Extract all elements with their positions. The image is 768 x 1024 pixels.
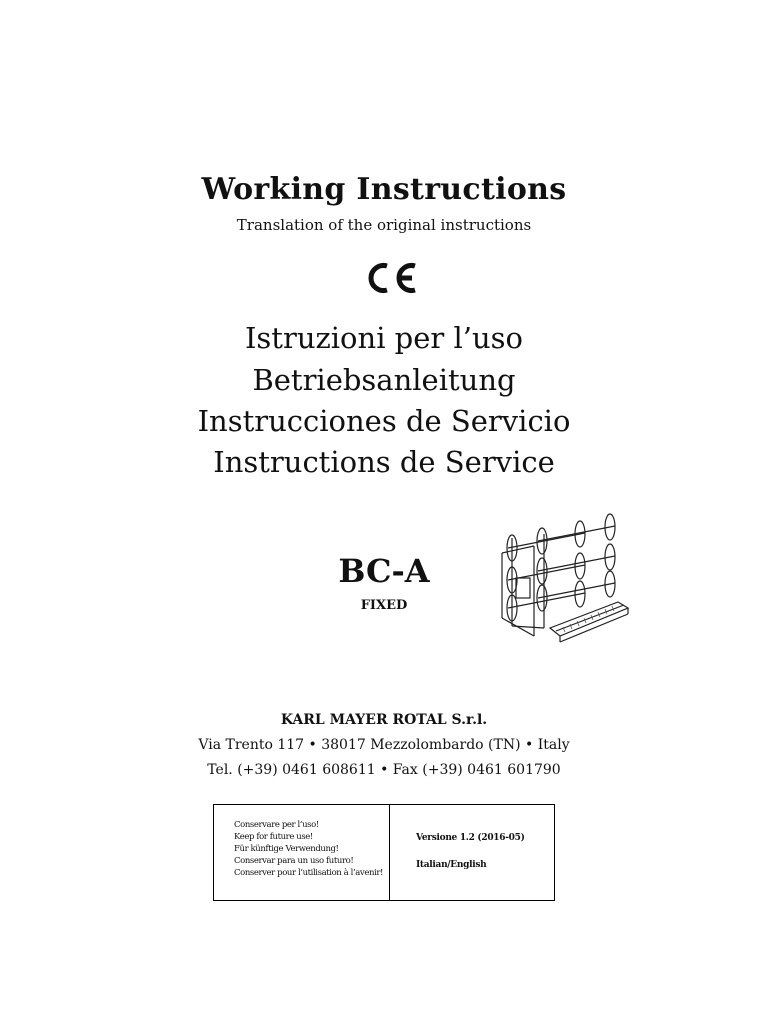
info-box [213, 804, 555, 901]
language-label: Italian/English [416, 860, 487, 870]
keep-note-german: Für künftige Verwendung! [234, 844, 339, 854]
creel-machine-illustration-icon [490, 508, 630, 656]
keep-notes [214, 805, 390, 900]
keep-note-french: Conserver pour l’utilisation à l’avenir! [234, 868, 384, 878]
document-title: Working Instructions [201, 172, 567, 207]
title-german: Betriebsanleitung [252, 363, 516, 397]
product-model: BC-A [338, 552, 430, 590]
keep-note-spanish: Conservar para un uso futuro! [234, 856, 354, 866]
version-label: Versione 1.2 (2016-05) [416, 833, 525, 843]
company-phone-fax: Tel. (+39) 0461 608611 • Fax (+39) 0461 601790 [207, 762, 561, 778]
company-address: Via Trento 117 • 38017 Mezzolombardo (TN) • Italy [198, 737, 570, 753]
keep-note-english: Keep for future use! [234, 832, 313, 842]
company-name: KARL MAYER ROTAL S.r.l. [280, 712, 488, 728]
keep-note-italian: Conservare per l’uso! [234, 820, 319, 830]
title-spanish: Instrucciones de Servicio [197, 404, 571, 438]
ce-mark-icon [362, 258, 418, 298]
document-subtitle: Translation of the original instructions [236, 216, 532, 234]
version-info [390, 805, 554, 900]
product-variant: FIXED [360, 598, 408, 613]
title-italian: Istruzioni per l’uso [244, 321, 524, 355]
title-french: Instructions de Service [213, 445, 555, 479]
